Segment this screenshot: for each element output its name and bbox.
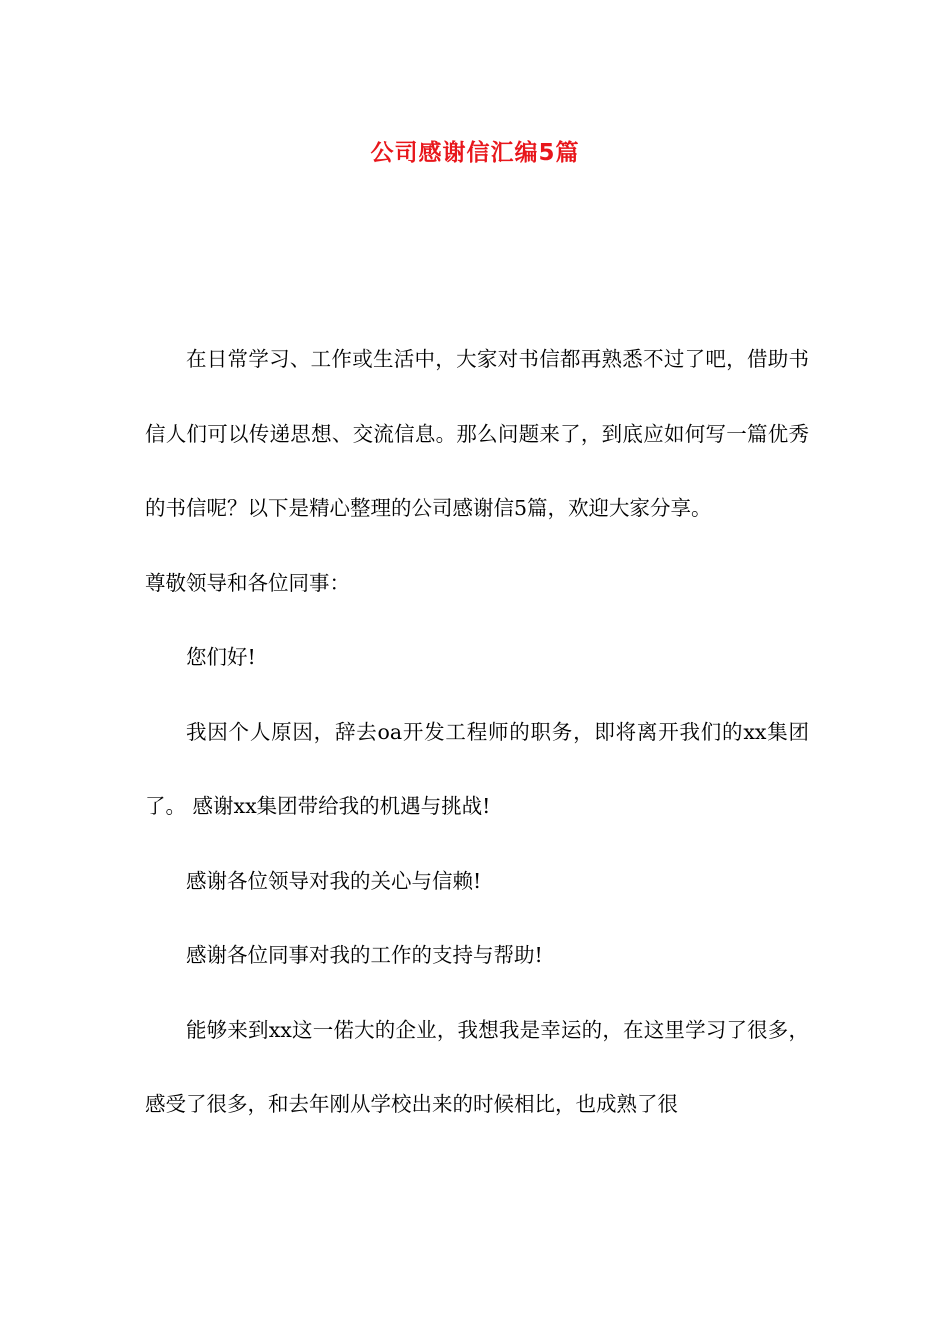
thanks-colleagues-paragraph: 感谢各位同事对我的工作的支持与帮助! bbox=[186, 943, 543, 967]
document-title: 公司感谢信汇编5篇 bbox=[370, 140, 580, 166]
thanks-leaders-paragraph: 感谢各位领导对我的关心与信赖! bbox=[186, 868, 482, 893]
reflection-paragraph: 能够来到xx这一偌大的企业，我想我是幸运的，在这里学习了很多，感受了很多，和去年刚从学校出来的时候相比，也成熟了很 bbox=[145, 1017, 809, 1116]
intro-paragraph: 在日常学习、工作或生活中，大家对书信都再熟悉不过了吧，借助书信人们可以传递思想、交流信息。那么问题来了，到底应如何写一篇优秀的书信呢？以下是精心整理的公司感谢信5篇，欢迎大家分享。 bbox=[145, 347, 809, 520]
greeting: 您们好! bbox=[186, 645, 256, 669]
salutation: 尊敬领导和各位同事： bbox=[145, 570, 350, 595]
resignation-paragraph: 我因个人原因，辞去oa开发工程师的职务，即将离开我们的xx集团了。 感谢xx集团带给我的机遇与挑战! bbox=[145, 719, 809, 818]
document-body bbox=[145, 322, 809, 1142]
